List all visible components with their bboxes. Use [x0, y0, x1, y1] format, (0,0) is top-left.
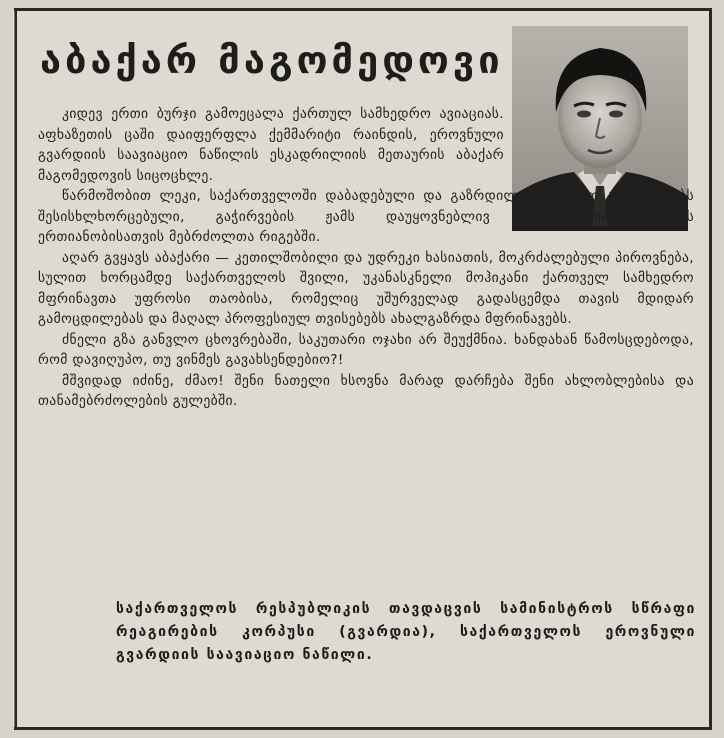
article-title: აბაქარ მაგომედოვი	[40, 38, 504, 82]
paragraph-1: კიდევ ერთი ბურჯი გამოეცალა ქართულ სამხედრო ავიაციას. აფხაზეთის ცაში დაიფერფლა ქემმარიტი რაინდის, ეროვნული გვარდიის საავიაციო ნაწილის ესკადრილიის მეთაურის აბაქარ მაგომედოვის სიცოცხლე.	[38, 106, 504, 184]
paper-crease	[13, 11, 15, 727]
paragraph-4: ძნელი გზა განვლო ცხოვრებაში, საკუთარი ოჯახი არ შეუქმნია. ხანდახან წამოსცდებოდა, რომ დავიღუპო, თუ ვინმეს გავახსენდებიო?!	[38, 331, 694, 368]
paragraph-5: მშვიდად იძინე, ძმაო! შენი ნათელი ხსოვნა მარად დარჩება შენი ახლობლებისა და თანამებრძოლების გულებში.	[38, 372, 694, 409]
signature-block: საქართველოს რესპუბლიკის თავდაცვის სამინისტროს სწრაფი რეაგირების კორპუსი (გვარდია), საქართველოს ეროვნული გვარდიის საავიაციო ნაწილი.	[116, 601, 696, 663]
paragraph-3: აღარ გვყავს აბაქარი — კეთილშობილი და უდრეკი ხასიათის, მოკრძალებული პიროვნება, სულით ხორცამდე საქართველოს შვილი, უკანასკნელი მოჰიკანი ქართველ სამხედრო მფრინავთა უფროსი თაობისა, რომელიც უშურველად გადასცემდა თავის მდიდარ გამოცდილებას და მაღალ პროფესიულ თვისებებს ახალგაზრდა მფრინავებს.	[38, 249, 694, 327]
paragraph-2: წარმოშობით ლეკი, საქართველოში დაბადებული და გაზრდილი, ქართულ ადათ-წესებს შესისხლხორცებული, გაჭირვების ჟამს დაუყოვნებლივ ჩადგა საქართველოს ერთიანობისათვის მებრძოლთა რიგებში.	[38, 188, 694, 245]
article-body	[38, 104, 694, 412]
